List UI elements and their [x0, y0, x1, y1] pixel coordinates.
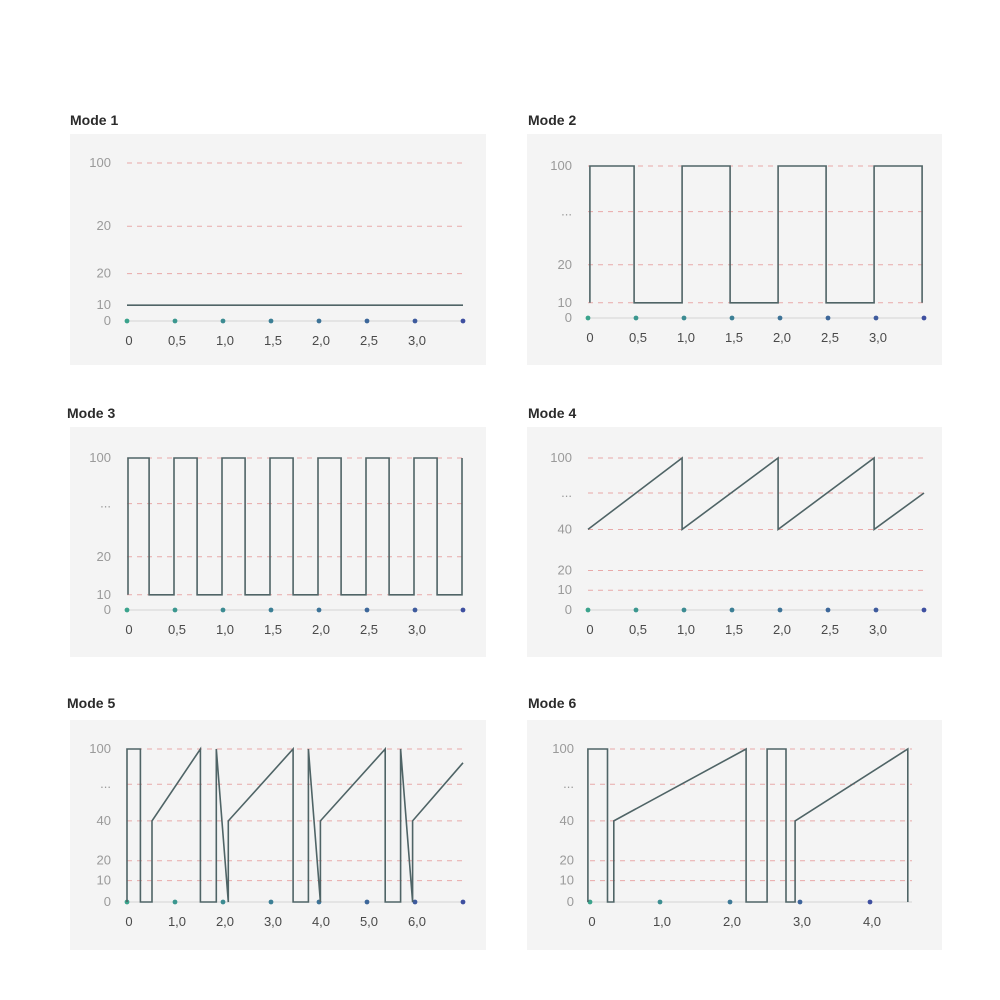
x-axis-dot — [461, 900, 466, 905]
x-tick-label: 2,0 — [215, 914, 235, 929]
x-tick-label: 2,0 — [311, 333, 331, 348]
x-axis-dot — [173, 319, 178, 324]
y-tick-label: 0 — [564, 602, 572, 617]
x-axis-dot — [461, 319, 466, 324]
x-tick-label: 0,5 — [628, 330, 648, 345]
signal-line — [588, 458, 924, 529]
x-axis-dot — [798, 900, 803, 905]
x-axis-dot — [461, 608, 466, 613]
y-tick-label: 10 — [96, 872, 111, 888]
y-tick-label: 20 — [557, 562, 572, 578]
x-axis-dot — [658, 900, 663, 905]
x-axis-dot — [413, 319, 418, 324]
x-axis-dot — [173, 608, 178, 613]
y-tick-label: 20 — [96, 265, 111, 281]
x-axis-dot — [125, 319, 130, 324]
y-tick-label: 20 — [96, 218, 111, 234]
x-tick-label: 2,5 — [820, 622, 840, 637]
x-tick-label: 0 — [586, 622, 594, 637]
signal-line — [588, 749, 908, 902]
chart-panel-mode-2 — [527, 134, 942, 365]
y-tick-label: 40 — [559, 812, 574, 828]
x-tick-label: 1,0 — [652, 914, 672, 929]
y-tick-label: 10 — [96, 586, 111, 602]
chart-title-mode-1: Mode 1 — [70, 112, 119, 128]
x-axis-dot — [874, 316, 879, 321]
chart-title-mode-6: Mode 6 — [528, 695, 577, 711]
chart-panel-mode-4 — [527, 427, 942, 657]
x-tick-label: 1,0 — [676, 622, 696, 637]
x-tick-label: 1,5 — [724, 622, 744, 637]
chart-title-mode-2: Mode 2 — [528, 112, 577, 128]
x-axis-dot — [826, 608, 831, 613]
x-tick-label: 4,0 — [862, 914, 882, 929]
x-axis-dot — [413, 608, 418, 613]
x-tick-label: 0,5 — [167, 622, 187, 637]
x-tick-label: 1,0 — [215, 622, 235, 637]
x-axis-dot — [730, 316, 735, 321]
x-axis-dot — [125, 608, 130, 613]
x-axis-dot — [221, 608, 226, 613]
x-tick-label: 1,0 — [167, 914, 187, 929]
x-tick-label: 1,0 — [676, 330, 696, 345]
y-tick-label: 100 — [552, 741, 574, 756]
chart-mode-1 — [70, 134, 486, 365]
x-axis-dot — [634, 316, 639, 321]
x-axis-dot — [826, 316, 831, 321]
x-axis-dot — [221, 319, 226, 324]
chart-mode-3 — [70, 427, 486, 657]
x-axis-dot — [173, 900, 178, 905]
x-tick-label: 2,0 — [772, 622, 792, 637]
y-tick-label: 0 — [566, 894, 574, 909]
x-tick-label: 1,0 — [215, 333, 235, 348]
x-axis-dot — [922, 608, 927, 613]
x-axis-dot — [317, 608, 322, 613]
x-axis-dot — [365, 319, 370, 324]
chart-mode-6 — [527, 720, 942, 950]
x-tick-label: 2,5 — [359, 333, 379, 348]
y-tick-label: 20 — [559, 852, 574, 868]
x-tick-label: 2,0 — [722, 914, 742, 929]
y-tick-label: 0 — [103, 602, 111, 617]
y-tick-label: 10 — [557, 294, 572, 310]
x-tick-label: 2,5 — [820, 330, 840, 345]
y-tick-label: 0 — [103, 894, 111, 909]
x-axis-dot — [682, 316, 687, 321]
x-axis-dot — [922, 316, 927, 321]
chart-panel-mode-1 — [70, 134, 486, 365]
x-axis-dot — [868, 900, 873, 905]
y-tick-label: 0 — [103, 313, 111, 328]
chart-title-mode-4: Mode 4 — [528, 405, 577, 421]
y-tick-label: 10 — [559, 872, 574, 888]
x-tick-label: 1,5 — [724, 330, 744, 345]
y-tick-label: 20 — [96, 852, 111, 868]
x-axis-dot — [874, 608, 879, 613]
y-tick-label: 100 — [550, 450, 572, 465]
y-tick-label: 0 — [564, 310, 572, 325]
y-tick-label: 100 — [89, 741, 111, 756]
x-tick-label: 1,5 — [263, 622, 283, 637]
x-tick-label: 3,0 — [868, 330, 888, 345]
chart-mode-5 — [70, 720, 486, 950]
x-axis-dot — [728, 900, 733, 905]
chart-title-mode-5: Mode 5 — [67, 695, 116, 711]
x-axis-dot — [317, 319, 322, 324]
x-tick-label: 5,0 — [359, 914, 379, 929]
x-tick-label: 0,5 — [167, 333, 187, 348]
y-tick-label: 40 — [96, 812, 111, 828]
y-tick-label: 10 — [96, 297, 111, 313]
x-tick-label: 4,0 — [311, 914, 331, 929]
chart-title-mode-3: Mode 3 — [67, 405, 116, 421]
y-tick-label: 20 — [557, 256, 572, 272]
signal-line — [127, 749, 463, 902]
x-axis-dot — [269, 608, 274, 613]
x-tick-label: 3,0 — [868, 622, 888, 637]
x-axis-dot — [682, 608, 687, 613]
x-tick-label: 0 — [125, 622, 133, 637]
y-tick-label: 100 — [550, 158, 572, 173]
x-tick-label: 2,0 — [772, 330, 792, 345]
x-tick-label: 3,0 — [407, 622, 427, 637]
y-tick-label: ... — [100, 495, 111, 511]
y-tick-label: ... — [561, 203, 572, 219]
x-axis-dot — [269, 900, 274, 905]
x-axis-dot — [221, 900, 226, 905]
x-axis-dot — [365, 608, 370, 613]
y-tick-label: ... — [561, 484, 572, 500]
signal-line — [590, 166, 922, 303]
x-axis-dot — [778, 608, 783, 613]
x-tick-label: 0 — [125, 914, 133, 929]
y-tick-label: 100 — [89, 155, 111, 170]
x-tick-label: 3,0 — [263, 914, 283, 929]
x-tick-label: 0 — [588, 914, 596, 929]
x-axis-dot — [269, 319, 274, 324]
chart-mode-2 — [527, 134, 942, 365]
x-axis-dot — [365, 900, 370, 905]
y-tick-label: 40 — [557, 521, 572, 537]
chart-panel-mode-6 — [527, 720, 942, 950]
x-tick-label: 3,0 — [792, 914, 812, 929]
y-tick-label: ... — [100, 776, 111, 792]
x-tick-label: 0 — [125, 333, 133, 348]
y-tick-label: 10 — [557, 582, 572, 598]
y-tick-label: 20 — [96, 548, 111, 564]
x-axis-dot — [778, 316, 783, 321]
x-tick-label: 2,5 — [359, 622, 379, 637]
y-tick-label: 100 — [89, 450, 111, 465]
x-axis-dot — [730, 608, 735, 613]
x-axis-dot — [586, 608, 591, 613]
x-axis-dot — [634, 608, 639, 613]
x-axis-dot — [586, 316, 591, 321]
x-tick-label: 2,0 — [311, 622, 331, 637]
x-tick-label: 1,5 — [263, 333, 283, 348]
chart-panel-mode-5 — [70, 720, 486, 950]
x-tick-label: 0,5 — [628, 622, 648, 637]
x-tick-label: 6,0 — [407, 914, 427, 929]
chart-mode-4 — [527, 427, 942, 657]
x-tick-label: 0 — [586, 330, 594, 345]
signal-line — [128, 458, 462, 595]
x-tick-label: 3,0 — [407, 333, 427, 348]
chart-panel-mode-3 — [70, 427, 486, 657]
y-tick-label: ... — [563, 776, 574, 792]
